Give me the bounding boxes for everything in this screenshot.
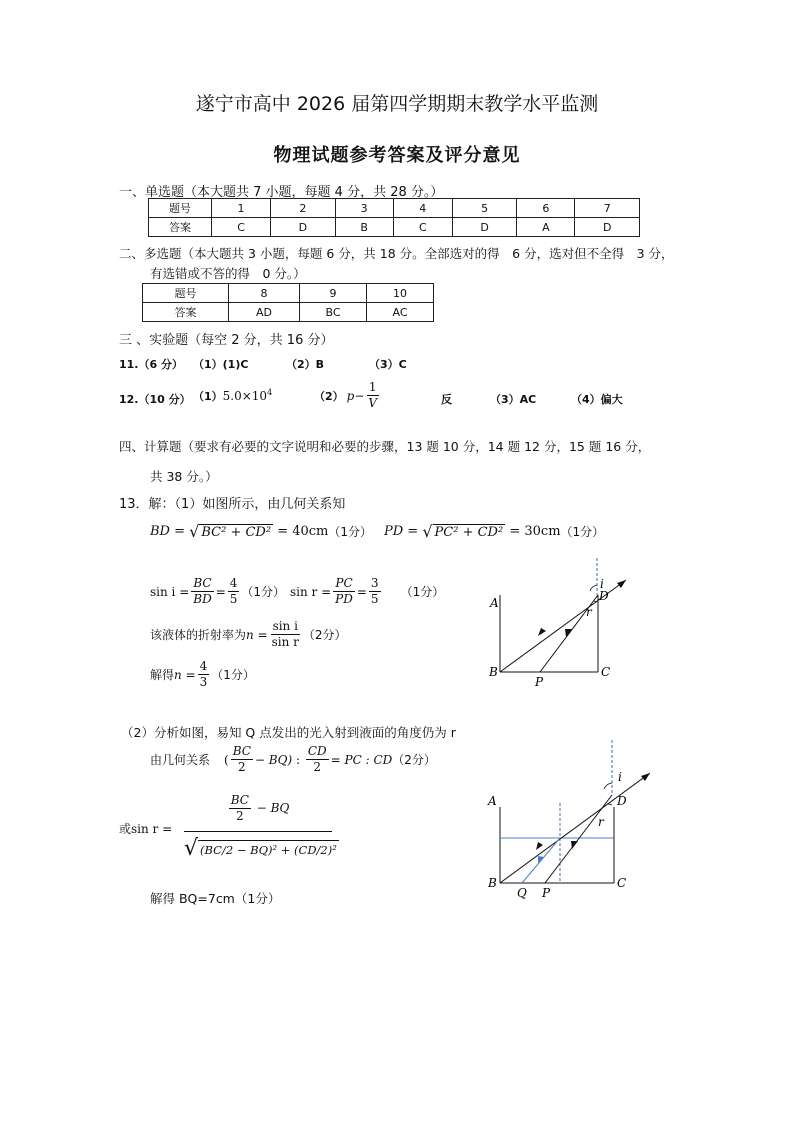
arrow-q bbox=[538, 856, 544, 863]
table-cell: 4 bbox=[393, 199, 452, 218]
pd-equation: PD = √ PC² + CD² = 30cm （1分） bbox=[384, 522, 605, 541]
angle-i-arc bbox=[604, 783, 612, 789]
table-cell: BC bbox=[300, 303, 367, 322]
table-cell: 2 bbox=[271, 199, 336, 218]
section2-heading-cont: 有选错或不答的得 0 分。） bbox=[150, 266, 306, 281]
table-row bbox=[143, 303, 434, 322]
or-fraction-bar bbox=[184, 831, 332, 832]
label-d: D bbox=[617, 794, 627, 808]
sinr-equation: sin r = $\frac{PC}{PD}$ = $\frac{3}{5}$ （1分） bbox=[290, 576, 445, 606]
label-p: P bbox=[542, 886, 551, 900]
label-b: B bbox=[488, 876, 497, 890]
or-numerator: $\frac{BC}{2}$ − BQ bbox=[230, 793, 290, 823]
table-cell: 5 bbox=[452, 199, 517, 218]
table-cell: A bbox=[517, 218, 575, 237]
figure-2 bbox=[480, 735, 650, 900]
table-cell: 10 bbox=[367, 284, 434, 303]
angle-i-arc bbox=[590, 585, 597, 591]
table-cell: 8 bbox=[229, 284, 300, 303]
section1-heading: 一、单选题（本大题共 7 小题，每题 4 分，共 28 分。） bbox=[119, 185, 444, 200]
label-i: i bbox=[600, 577, 604, 591]
arrow-pd bbox=[571, 841, 578, 849]
table-cell: 9 bbox=[300, 284, 367, 303]
label-r: r bbox=[598, 815, 604, 829]
multi-choice-table bbox=[142, 283, 434, 322]
or-label: 或sin r = bbox=[119, 822, 173, 836]
label-d: D bbox=[599, 589, 609, 603]
table-cell: AD bbox=[229, 303, 300, 322]
arrow-bd bbox=[538, 628, 546, 636]
table-cell: 1 bbox=[212, 199, 271, 218]
table-cell: D bbox=[575, 218, 640, 237]
final-answer: 解得 BQ=7cm（1分） bbox=[150, 891, 281, 906]
table-cell: 题号 bbox=[149, 199, 212, 218]
ray-bd bbox=[500, 773, 650, 883]
label-b: B bbox=[489, 665, 498, 679]
or-denominator: √ (BC/2 − BQ)² + (CD/2)² bbox=[184, 836, 337, 861]
arrow-out bbox=[617, 580, 626, 588]
table-cell: C bbox=[212, 218, 271, 237]
q12-answer-2: （2） p − $\frac{1}{V}$ bbox=[314, 380, 378, 410]
table-cell: C bbox=[393, 218, 452, 237]
section3-heading: 三 、实验题（每空 2 分，共 16 分） bbox=[119, 333, 334, 348]
single-choice-table bbox=[148, 198, 640, 237]
table-cell: AC bbox=[367, 303, 434, 322]
q12-answer-1: $(1)5.0\times 10^4$ bbox=[193, 388, 273, 403]
label-c: C bbox=[617, 876, 627, 890]
table-row bbox=[143, 284, 434, 303]
label-r: r bbox=[586, 605, 592, 619]
table-row bbox=[149, 218, 640, 237]
section4-heading-cont: 共 38 分。） bbox=[150, 469, 218, 484]
page-subtitle: 物理试题参考答案及评分意见 bbox=[273, 145, 521, 166]
figure-1 bbox=[480, 555, 640, 690]
table-cell: 题号 bbox=[143, 284, 229, 303]
label-c: C bbox=[601, 665, 611, 679]
q11-answer-2: （2）B bbox=[286, 358, 325, 371]
table-cell: D bbox=[452, 218, 517, 237]
label-a: A bbox=[488, 794, 497, 808]
label-i: i bbox=[618, 770, 622, 784]
q11-answer-1: （1）(1)C bbox=[193, 358, 249, 371]
q11-label: 11.（6 分） bbox=[119, 358, 183, 371]
table-cell: 7 bbox=[575, 199, 640, 218]
q12-answer-3: （3）AC bbox=[490, 393, 537, 406]
part2-text: （2）分析如图，易知 Q 点发出的光入射到液面的角度仍为 r bbox=[121, 725, 456, 740]
label-a: A bbox=[490, 596, 499, 610]
arrow-pd bbox=[565, 629, 572, 637]
q12-label: 12.（10 分） bbox=[119, 393, 191, 406]
page-title: 遂宁市高中 2026 届第四学期期末教学水平监测 bbox=[195, 93, 599, 115]
section4-heading: 四、计算题（要求有必要的文字说明和必要的步骤，13 题 10 分，14 题 12 分，15 题 16 分， bbox=[119, 439, 651, 454]
table-cell: B bbox=[335, 218, 393, 237]
table-cell: 3 bbox=[335, 199, 393, 218]
q12-answer-4: （4）偏大 bbox=[571, 393, 623, 406]
label-q: Q bbox=[517, 886, 527, 900]
label-p: P bbox=[535, 675, 544, 689]
q13-intro: 13．解：（1）如图所示，由几何关系知 bbox=[119, 497, 346, 512]
bd-equation: BD = √ BC² + CD² = 40cm （1分） bbox=[150, 522, 373, 541]
sini-equation: sin i = $\frac{BC}{BD}$ = $\frac{4}{5}$ （1分） bbox=[150, 576, 286, 606]
geometry-relation: 由几何关系 ( $\frac{BC}{2}$ − BQ) : $\frac{CD}{2}$ = PC : CD （2分） bbox=[150, 744, 436, 774]
arrow-bd bbox=[536, 842, 543, 850]
arrow-out bbox=[641, 773, 650, 781]
ray-pd bbox=[545, 795, 612, 883]
table-cell: 6 bbox=[517, 199, 575, 218]
solve-n: 解得 n = $\frac{4}{3}$ （1分） bbox=[150, 659, 255, 689]
section2-heading: 二、多选题（本大题共 3 小题，每题 6 分，共 18 分。全部选对的得 6 分，选对但不全得 3 分， bbox=[119, 246, 674, 261]
table-row bbox=[149, 199, 640, 218]
table-cell: 答案 bbox=[143, 303, 229, 322]
n-equation: 该液体的折射率为 n = $\frac{\text{sin i}}{\text{sin r}}$ （2分） bbox=[150, 619, 347, 649]
q12-answer-2b: 反 bbox=[441, 393, 452, 406]
q11-answer-3: （3）C bbox=[369, 358, 407, 371]
table-cell: 答案 bbox=[149, 218, 212, 237]
table-cell: D bbox=[271, 218, 336, 237]
